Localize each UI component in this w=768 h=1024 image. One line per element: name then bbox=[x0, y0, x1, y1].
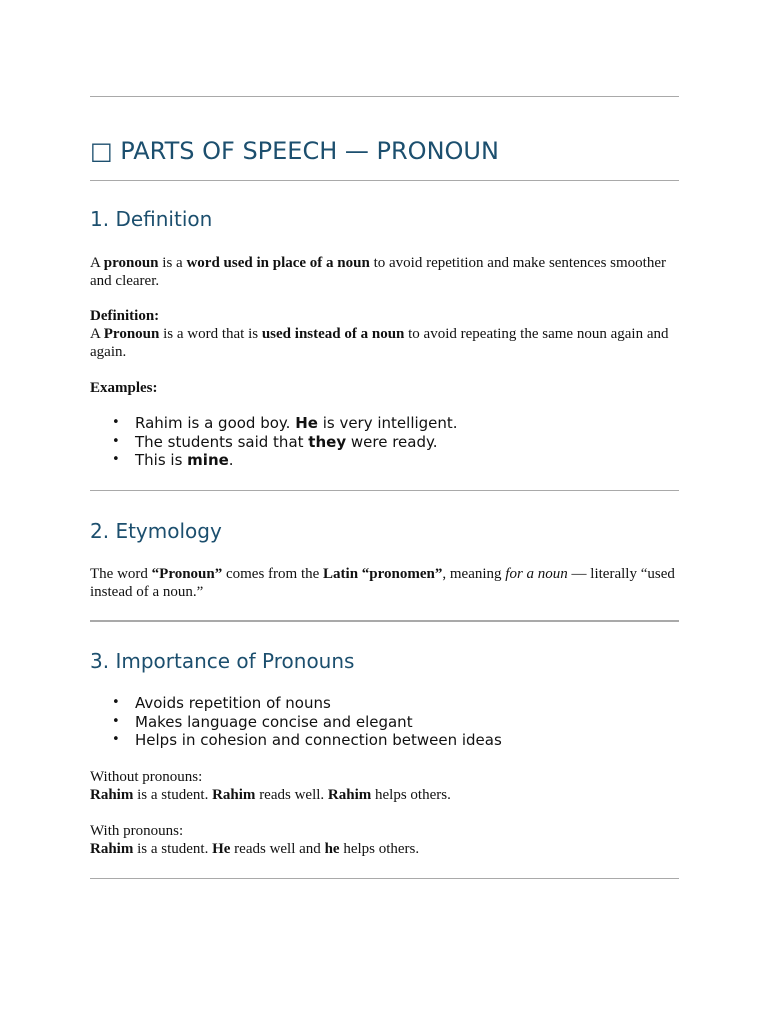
list-item: • Avoids repetition of nouns bbox=[135, 694, 502, 713]
page-title: □ PARTS OF SPEECH — PRONOUN bbox=[90, 137, 499, 165]
list-item: • Rahim is a good boy. He is very intelligent. bbox=[135, 414, 458, 433]
without-pronouns-label: Without pronouns: bbox=[90, 769, 203, 785]
with-pronouns-example: Rahim is a student. He reads well and he helps others. bbox=[90, 841, 420, 857]
etymology-paragraph: The word “Pronoun” comes from the Latin “pronomen”, meaning for a noun — literally “used instead of a noun.” bbox=[90, 566, 675, 600]
list-item: • Makes language concise and elegant bbox=[135, 713, 502, 732]
definition-intro-paragraph: A pronoun is a word used in place of a noun to avoid repetition and make sentences smoother and clearer. bbox=[90, 255, 666, 289]
list-item: • This is mine. bbox=[135, 451, 458, 470]
divider-section-1 bbox=[90, 490, 679, 491]
examples-label: Examples: bbox=[90, 380, 158, 396]
divider-section-2 bbox=[90, 620, 679, 622]
list-item: • Helps in cohesion and connection between ideas bbox=[135, 731, 502, 750]
section-heading-etymology: 2. Etymology bbox=[90, 519, 222, 543]
section-heading-definition: 1. Definition bbox=[90, 207, 213, 231]
list-item: • The students said that they were ready. bbox=[135, 433, 458, 452]
divider-title bbox=[90, 180, 679, 181]
divider-bottom bbox=[90, 878, 679, 879]
without-pronouns-example: Rahim is a student. Rahim reads well. Rahim helps others. bbox=[90, 787, 451, 803]
divider-top bbox=[90, 96, 679, 97]
examples-list bbox=[90, 414, 458, 470]
section-heading-importance: 3. Importance of Pronouns bbox=[90, 649, 355, 673]
definition-label: Definition: bbox=[90, 308, 160, 324]
with-pronouns-label: With pronouns: bbox=[90, 823, 184, 839]
definition-text-paragraph: A Pronoun is a word that is used instead of a noun to avoid repeating the same noun again and again. bbox=[90, 326, 669, 360]
importance-list bbox=[90, 694, 502, 750]
